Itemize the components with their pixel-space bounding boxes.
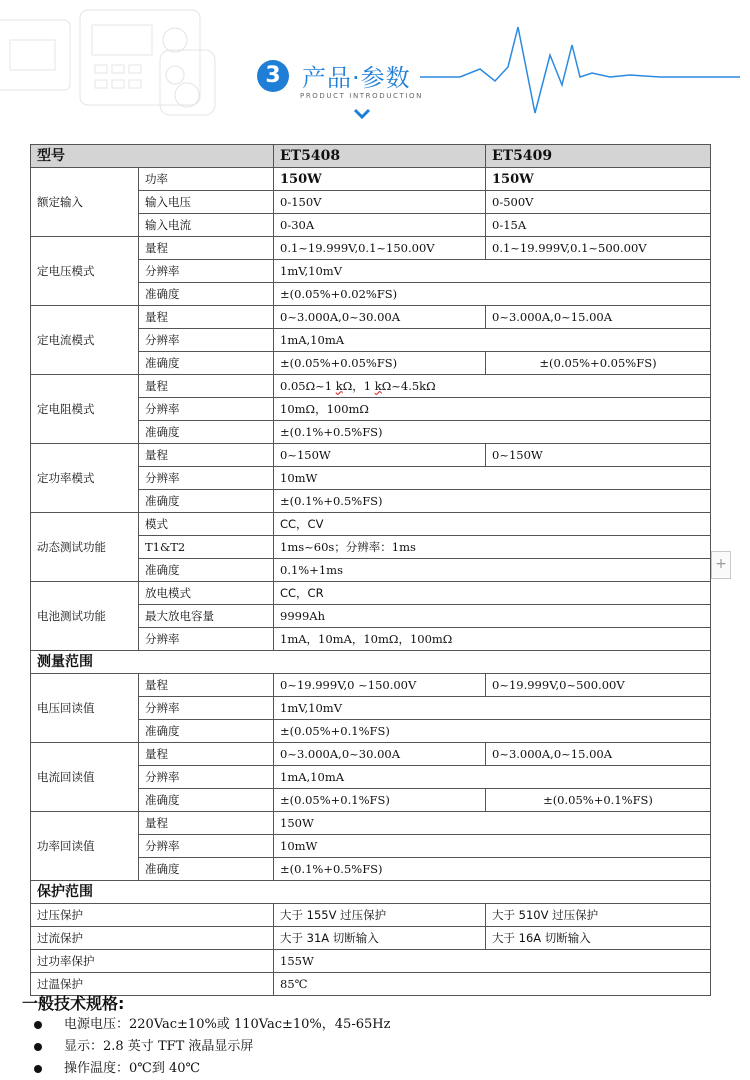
list-item xyxy=(34,1014,390,1036)
table-row xyxy=(31,168,711,191)
row-label: 准确度 xyxy=(139,858,274,881)
cell-value: 0.1~19.999V,0.1~150.00V xyxy=(274,237,486,260)
general-specs-list xyxy=(34,1014,390,1080)
cell-value xyxy=(274,375,711,398)
instrument-sketch-background xyxy=(0,0,230,125)
cell-value: 1mA,10mA xyxy=(274,329,711,352)
cell-value: 0~3.000A,0~30.00A xyxy=(274,306,486,329)
cell-value: 大于 16A 切断输入 xyxy=(486,927,711,950)
table-row xyxy=(31,444,711,467)
row-label: 放电模式 xyxy=(139,582,274,605)
cell-value: ±(0.1%+0.5%FS) xyxy=(274,858,711,881)
group-label: 功率回读值 xyxy=(31,812,139,881)
row-label: 准确度 xyxy=(139,720,274,743)
table-row xyxy=(31,237,711,260)
row-label: 分辨率 xyxy=(139,835,274,858)
general-specs-title: 一般技术规格: xyxy=(22,994,125,1013)
row-label: T1&T2 xyxy=(139,536,274,559)
cell-value: ±(0.05%+0.02%FS) xyxy=(274,283,711,306)
row-label: 准确度 xyxy=(139,352,274,375)
model-et5408: ET5408 xyxy=(274,145,486,168)
spec-table xyxy=(30,144,711,996)
section-title: 产品·参数 xyxy=(302,64,411,92)
group-label: 定电阻模式 xyxy=(31,375,139,444)
section-header xyxy=(0,0,750,140)
cell-value: CC，CV xyxy=(274,513,711,536)
row-label: 过功率保护 xyxy=(31,950,274,973)
row-label: 功率 xyxy=(139,168,274,191)
table-row xyxy=(31,674,711,697)
cell-value: 0-15A xyxy=(486,214,711,237)
row-label: 量程 xyxy=(139,444,274,467)
spellcheck-text: k xyxy=(374,378,382,393)
row-label: 分辨率 xyxy=(139,467,274,490)
cell-value: 1mV,10mV xyxy=(274,697,711,720)
cell-value: 0~3.000A,0~15.00A xyxy=(486,306,711,329)
cell-value: 85℃ xyxy=(274,973,711,996)
cell-value: 150W xyxy=(274,812,711,835)
table-row xyxy=(31,950,711,973)
list-item-text: 操作温度：0℃到 40℃ xyxy=(64,1061,201,1076)
group-label: 定电压模式 xyxy=(31,237,139,306)
table-row xyxy=(31,306,711,329)
list-item xyxy=(34,1058,390,1080)
section-row xyxy=(31,881,711,904)
cell-value: 1ms~60s；分辨率：1ms xyxy=(274,536,711,559)
row-label: 量程 xyxy=(139,812,274,835)
cell-value: 0~3.000A,0~15.00A xyxy=(486,743,711,766)
row-label: 过流保护 xyxy=(31,927,274,950)
row-label: 准确度 xyxy=(139,559,274,582)
cell-value: 0~3.000A,0~30.00A xyxy=(274,743,486,766)
model-et5409: ET5409 xyxy=(486,145,711,168)
section-heading: 保护范围 xyxy=(31,881,711,904)
cell-value: ±(0.05%+0.1%FS) xyxy=(274,789,486,812)
row-label: 过压保护 xyxy=(31,904,274,927)
cell-value: 0-500V xyxy=(486,191,711,214)
cell-value: ±(0.1%+0.5%FS) xyxy=(274,490,711,513)
list-item-text: 显示：2.8 英寸 TFT 液晶显示屏 xyxy=(64,1039,254,1054)
cell-value: 10mW xyxy=(274,835,711,858)
table-row xyxy=(31,513,711,536)
section-subtitle: PRODUCT INTRODUCTION xyxy=(300,92,423,100)
group-label: 电流回读值 xyxy=(31,743,139,812)
row-label: 分辨率 xyxy=(139,398,274,421)
cell-value: 0-150V xyxy=(274,191,486,214)
row-label: 量程 xyxy=(139,743,274,766)
cell-value: ±(0.05%+0.1%FS) xyxy=(486,789,711,812)
section-row xyxy=(31,651,711,674)
spellcheck-text: k xyxy=(335,378,343,393)
chevron-down-icon xyxy=(353,108,371,120)
cell-value: 1mA，10mA，10mΩ，100mΩ xyxy=(274,628,711,651)
row-label: 分辨率 xyxy=(139,260,274,283)
row-label: 分辨率 xyxy=(139,329,274,352)
cell-value: 10mΩ，100mΩ xyxy=(274,398,711,421)
row-label: 量程 xyxy=(139,375,274,398)
bullet-icon xyxy=(34,1065,42,1073)
text-part: Ω~4.5kΩ xyxy=(381,378,436,393)
cell-value: ±(0.05%+0.05%FS) xyxy=(274,352,486,375)
row-label: 准确度 xyxy=(139,421,274,444)
row-label: 量程 xyxy=(139,237,274,260)
model-label: 型号 xyxy=(31,145,274,168)
cell-value: 0.1%+1ms xyxy=(274,559,711,582)
row-label: 分辨率 xyxy=(139,766,274,789)
table-row xyxy=(31,582,711,605)
row-label: 准确度 xyxy=(139,490,274,513)
text-part: 0.05Ω~1 xyxy=(280,378,336,393)
cell-value: 10mW xyxy=(274,467,711,490)
table-row xyxy=(31,904,711,927)
cell-value: 0~19.999V,0~500.00V xyxy=(486,674,711,697)
cell-value: 150W xyxy=(274,168,486,191)
row-label: 模式 xyxy=(139,513,274,536)
text-part: Ω，1 xyxy=(342,378,375,393)
cell-value: ±(0.05%+0.1%FS) xyxy=(274,720,711,743)
cell-value: ±(0.05%+0.05%FS) xyxy=(486,352,711,375)
cell-value: 150W xyxy=(486,168,711,191)
table-row xyxy=(31,812,711,835)
cell-value: 大于 31A 切断输入 xyxy=(274,927,486,950)
row-label: 准确度 xyxy=(139,283,274,306)
cell-value: CC，CR xyxy=(274,582,711,605)
cell-value: 0.1~19.999V,0.1~500.00V xyxy=(486,237,711,260)
cell-value: 0~19.999V,0 ~150.00V xyxy=(274,674,486,697)
cell-value: 大于 510V 过压保护 xyxy=(486,904,711,927)
row-label: 最大放电容量 xyxy=(139,605,274,628)
bullet-icon xyxy=(34,1021,42,1029)
list-item-text: 电源电压：220Vac±10%或 110Vac±10%，45-65Hz xyxy=(64,1017,391,1032)
row-label: 量程 xyxy=(139,674,274,697)
row-label: 量程 xyxy=(139,306,274,329)
row-label: 输入电压 xyxy=(139,191,274,214)
group-label: 定电流模式 xyxy=(31,306,139,375)
cell-value: 155W xyxy=(274,950,711,973)
pulse-line-graphic xyxy=(420,25,740,115)
cell-value: 0~150W xyxy=(274,444,486,467)
group-label: 动态测试功能 xyxy=(31,513,139,582)
table-row xyxy=(31,743,711,766)
cell-value: 9999Ah xyxy=(274,605,711,628)
cell-value: 大于 155V 过压保护 xyxy=(274,904,486,927)
row-label: 分辨率 xyxy=(139,628,274,651)
group-label: 额定输入 xyxy=(31,168,139,237)
cell-value: 0-30A xyxy=(274,214,486,237)
section-heading: 测量范围 xyxy=(31,651,711,674)
bullet-icon xyxy=(34,1043,42,1051)
table-row xyxy=(31,927,711,950)
cell-value: ±(0.1%+0.5%FS) xyxy=(274,421,711,444)
row-label: 分辨率 xyxy=(139,697,274,720)
cell-value: 1mV,10mV xyxy=(274,260,711,283)
row-label: 准确度 xyxy=(139,789,274,812)
cell-value: 0~150W xyxy=(486,444,711,467)
table-row xyxy=(31,375,711,398)
table-header-row xyxy=(31,145,711,168)
group-label: 定功率模式 xyxy=(31,444,139,513)
section-number-badge: 3 xyxy=(257,60,289,92)
group-label: 电池测试功能 xyxy=(31,582,139,651)
cell-value: 1mA,10mA xyxy=(274,766,711,789)
table-row xyxy=(31,973,711,996)
expand-plus-button[interactable]: + xyxy=(711,551,731,579)
row-label: 过温保护 xyxy=(31,973,274,996)
row-label: 输入电流 xyxy=(139,214,274,237)
group-label: 电压回读值 xyxy=(31,674,139,743)
list-item xyxy=(34,1036,390,1058)
